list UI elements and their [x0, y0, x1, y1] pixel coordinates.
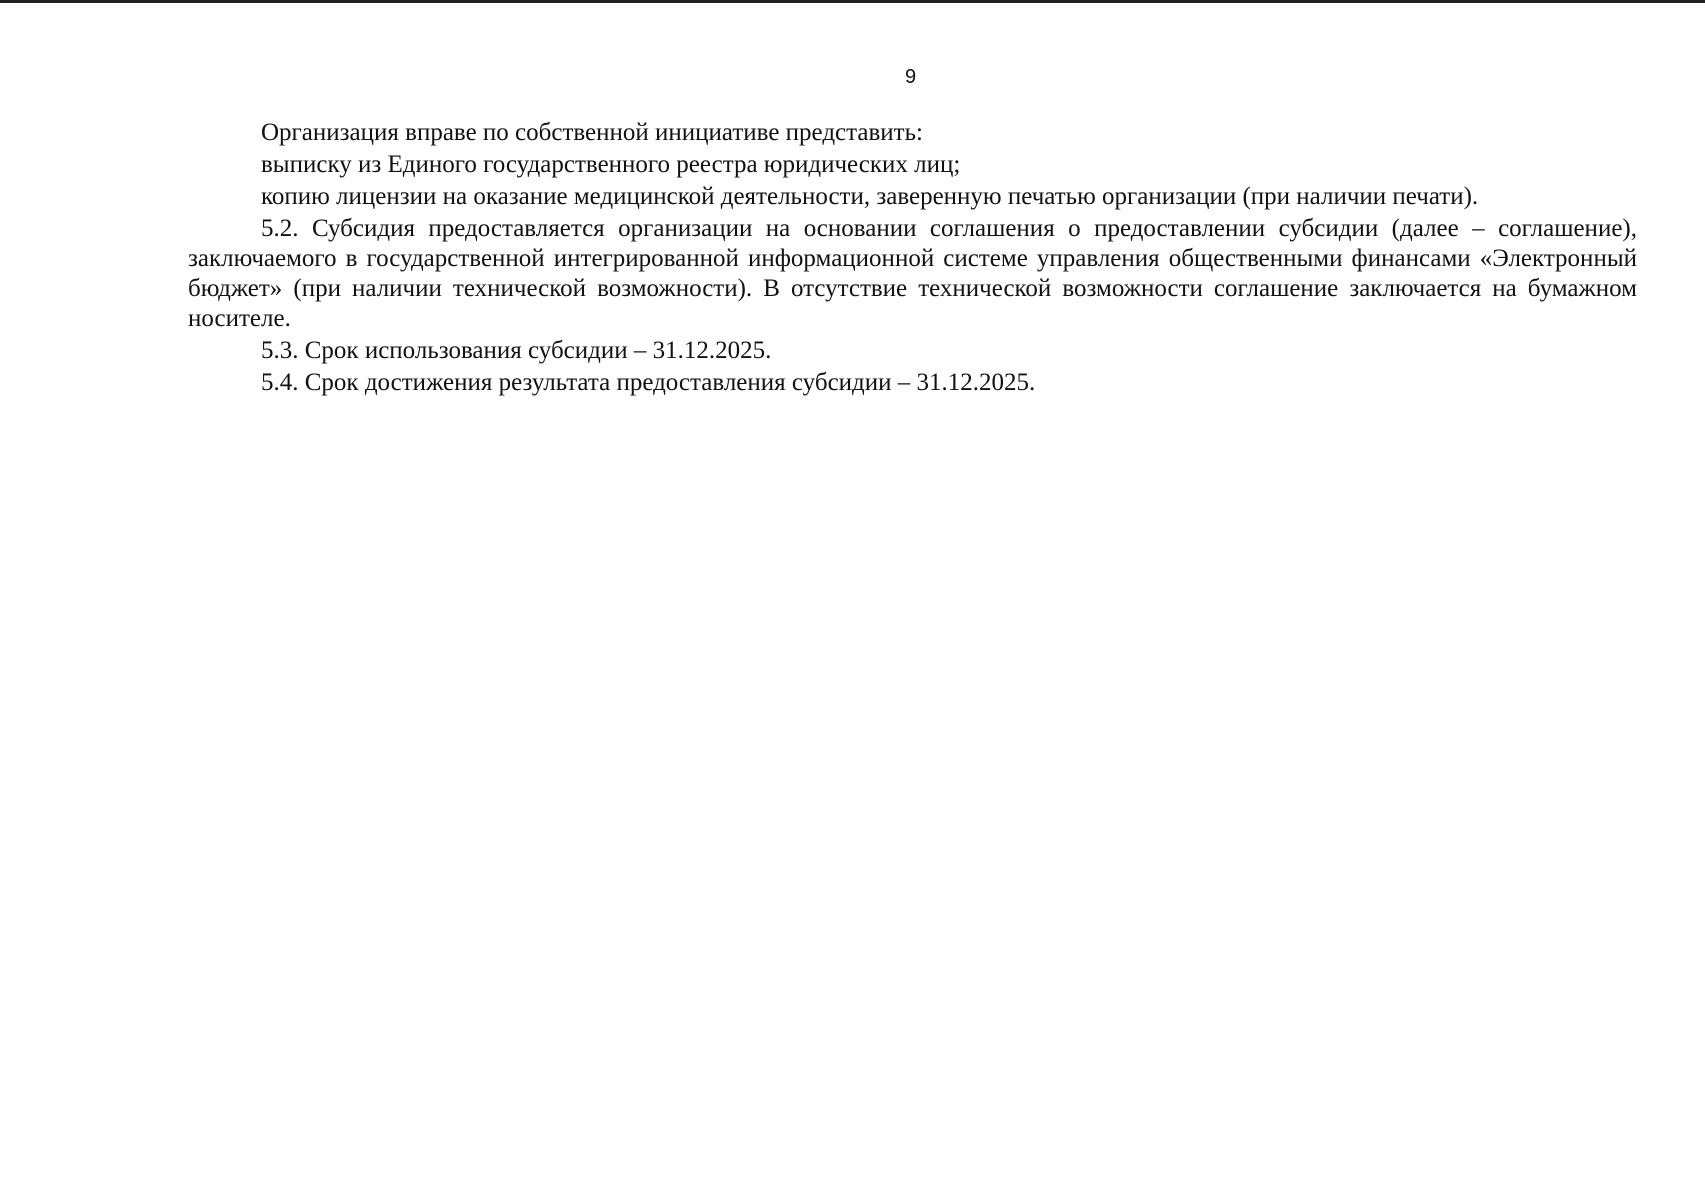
- paragraph-5-3: 5.3. Срок использования субсидии – 31.12.2025.: [261, 337, 772, 364]
- scan-top-border: [0, 0, 1705, 3]
- page-number: 9: [905, 66, 917, 88]
- paragraph-5-2: 5.2. Субсидия предоставляется организации на основании соглашения о предоставлении субсидии (далее – соглашение), заключаемого в государственной интегрированной информационной системе управления общественными финансами «Электронный бюджет» (при наличии технической возможности). В отсутствие технической возможности соглашение заключается на бумажном носителе.: [188, 215, 1637, 332]
- paragraph-license-copy: копию лицензии на оказание медицинской деятельности, заверенную печатью организации (при наличии печати).: [261, 183, 1479, 210]
- paragraph-intro: Организация вправе по собственной инициативе представить:: [261, 119, 923, 146]
- paragraph-5-4: 5.4. Срок достижения результата предоставления субсидии – 31.12.2025.: [261, 369, 1036, 396]
- document-body: [188, 118, 1637, 400]
- paragraph-egrul-extract: выписку из Единого государственного реестра юридических лиц;: [261, 151, 961, 178]
